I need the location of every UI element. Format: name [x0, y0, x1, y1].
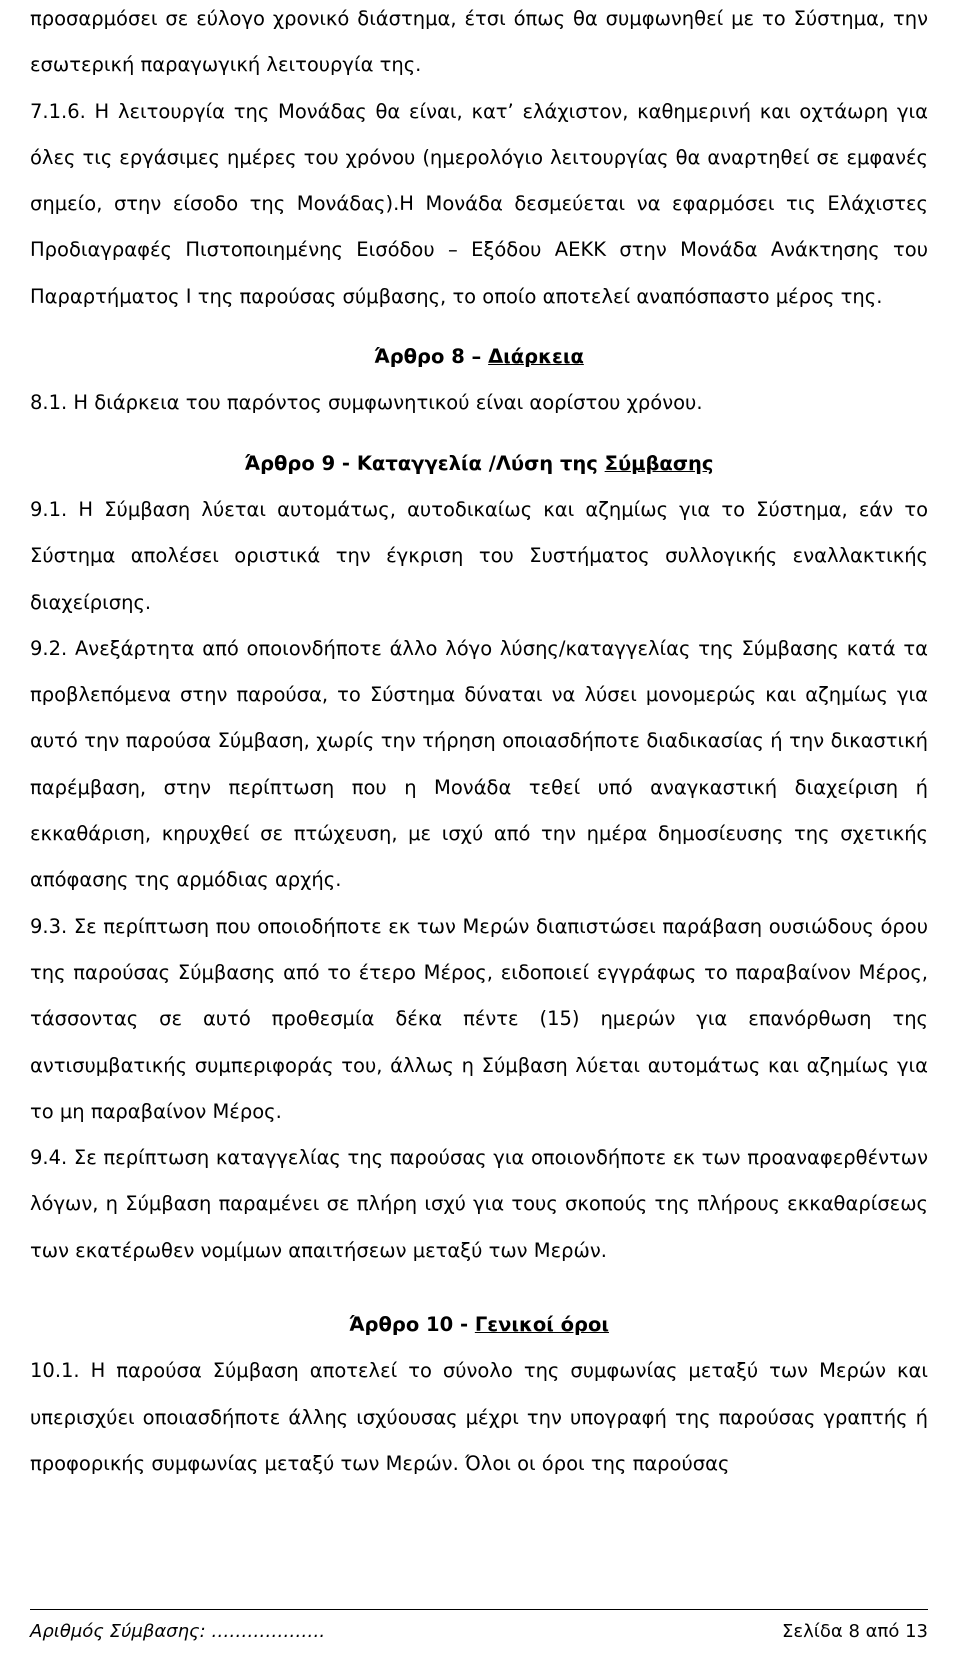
heading-article-8-prefix: Άρθρο 8 – — [374, 345, 489, 369]
heading-article-10-prefix: Άρθρο 10 - — [348, 1313, 475, 1337]
paragraph-10-1: 10.1. Η παρούσα Σύμβαση αποτελεί το σύνολο της συμφωνίας μεταξύ των Μερών και υπερισχύει οποιασδήποτε άλλης ισχύουσας μέχρι την υπογραφή της παρούσας γραπτής ή προφορικής συμφωνίας μεταξύ των Μερών. Όλοι οι όροι της παρούσας — [30, 1359, 928, 1475]
heading-article-8 — [30, 334, 928, 380]
heading-article-9-title: Σύμβασης — [604, 451, 714, 475]
contract-number: Αριθμός Σύμβασης: ………………. — [30, 1620, 326, 1642]
heading-article-10 — [30, 1302, 928, 1348]
page-footer — [30, 1616, 928, 1646]
heading-article-8-title: Διάρκεια — [488, 345, 584, 369]
paragraph-9-2: 9.2. Ανεξάρτητα από οποιονδήποτε άλλο λόγο λύσης/καταγγελίας της Σύμβασης κατά τα προβλεπόμενα στην παρούσα, το Σύστημα δύναται να λύσει μονομερώς και αζημίως για αυτό την παρούσα Σύμβαση, χωρίς την τήρηση οποιασδήποτε διαδικασίας ή την δικαστική παρέμβαση, στην περίπτωση που η Μονάδα τεθεί υπό αναγκαστική διαχείριση ή εκκαθάριση, κηρυχθεί σε πτώχευση, με ισχύ από την ημέρα δημοσίευσης της σχετικής απόφασης της αρμόδιας αρχής. — [30, 636, 928, 892]
document-body — [30, 0, 928, 1487]
page-indicator: Σελίδα 8 από 13 — [782, 1620, 928, 1642]
paragraph-8-1: 8.1. Η διάρκεια του παρόντος συμφωνητικού είναι αορίστου χρόνου. — [30, 391, 703, 415]
paragraph-7-1-6: 7.1.6. Η λειτουργία της Μονάδας θα είναι, κατ’ ελάχιστον, καθημερινή και οχτάωρη για όλες τις εργάσιμες ημέρες του χρόνου (ημερολόγιο λειτουργίας θα αναρτηθεί σε εμφανές σημείο, στην είσοδο της Μονάδας).Η Μονάδα δεσμεύεται να εφαρμόσει τις Ελάχιστες Προδιαγραφές Πιστοποιημένης Εισόδου – Εξόδου ΑΕΚΚ στην Μονάδα Ανάκτησης του Παραρτήματος Ι της παρούσας σύμβασης, το οποίο αποτελεί αναπόσπαστο μέρος της. — [30, 99, 928, 308]
paragraph-9-1: 9.1. Η Σύμβαση λύεται αυτομάτως, αυτοδικαίως και αζημίως για το Σύστημα, εάν το Σύστημα απολέσει οριστικά την έγκριση του Συστήματος συλλογικής εναλλακτικής διαχείρισης. — [30, 497, 928, 614]
heading-article-9-prefix: Άρθρο 9 - Καταγγελία /Λύση της — [244, 451, 605, 475]
paragraph-continuation: προσαρμόσει σε εύλογο χρονικό διάστημα, έτσι όπως θα συμφωνηθεί με το Σύστημα, την εσωτερική παραγωγική λειτουργία της. — [30, 7, 928, 77]
paragraph-9-4: 9.4. Σε περίπτωση καταγγελίας της παρούσας για οποιονδήποτε εκ των προαναφερθέντων λόγων, η Σύμβαση παραμένει σε πλήρη ισχύ για τους σκοπούς της πλήρους εκκαθαρίσεως των εκατέρωθεν νομίμων απαιτήσεων μεταξύ των Μερών. — [30, 1146, 928, 1262]
heading-article-9 — [30, 441, 928, 487]
paragraph-9-3: 9.3. Σε περίπτωση που οποιοδήποτε εκ των Μερών διαπιστώσει παράβαση ουσιώδους όρου της παρούσας Σύμβασης από το έτερο Μέρος, ειδοποιεί εγγράφως το παραβαίνον Μέρος, τάσσοντας σε αυτό προθεσμία δέκα πέντε (15) ημερών για επανόρθωση της αντισυμβατικής συμπεριφοράς του, άλλως η Σύμβαση λύεται αυτομάτως και αζημίως για το μη παραβαίνον Μέρος. — [30, 914, 928, 1123]
heading-article-10-title: Γενικοί όροι — [474, 1313, 609, 1337]
footer-divider — [30, 1609, 928, 1610]
